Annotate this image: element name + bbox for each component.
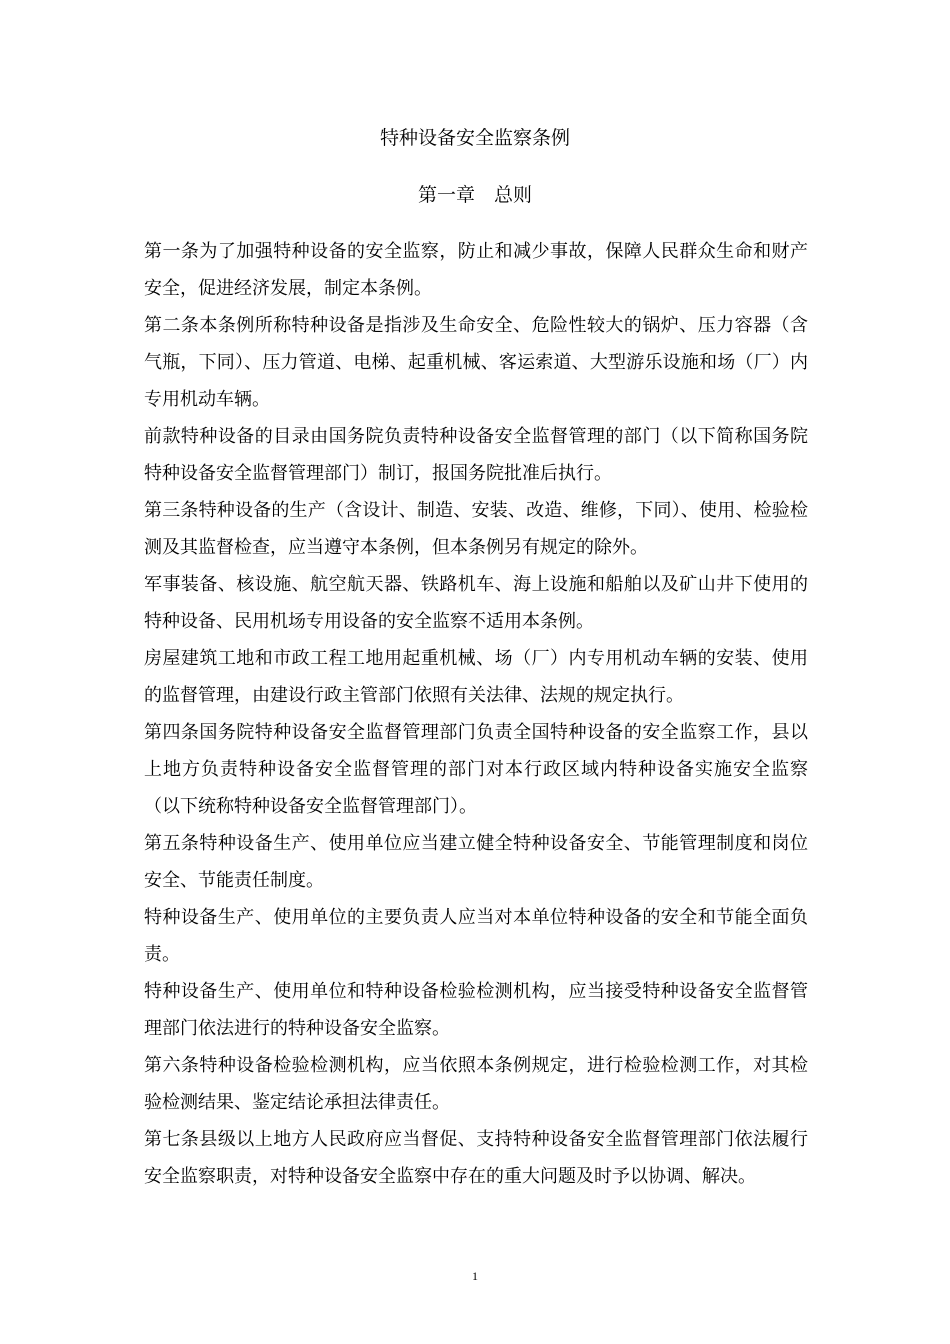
article-3-exclusion-paragraph: 军事装备、核设施、航空航天器、铁路机车、海上设施和船舶以及矿山井下使用的特种设备、民用机场专用设备的安全监察不适用本条例。 xyxy=(144,574,808,632)
article-1-paragraph: 第一条为了加强特种设备的安全监察，防止和减少事故，保障人民群众生命和财产安全，促进经济发展，制定本条例。 xyxy=(144,241,808,299)
article-4-paragraph: 第四条国务院特种设备安全监督管理部门负责全国特种设备的安全监察工作，县以上地方负责特种设备安全监督管理的部门对本行政区域内特种设备实施安全监察（以下统称特种设备安全监督管理部门）。 xyxy=(144,722,808,817)
chapter-heading: 第一章 总则 xyxy=(417,184,532,206)
article-3-construction-paragraph: 房屋建筑工地和市政工程工地用起重机械、场（厂）内专用机动车辆的安装、使用的监督管理，由建设行政主管部门依照有关法律、法规的规定执行。 xyxy=(144,648,808,706)
article-2-clause-paragraph: 前款特种设备的目录由国务院负责特种设备安全监督管理的部门（以下简称国务院特种设备安全监督管理部门）制订，报国务院批准后执行。 xyxy=(144,426,808,484)
article-2-paragraph: 第二条本条例所称特种设备是指涉及生命安全、危险性较大的锅炉、压力容器（含气瓶，下同）、压力管道、电梯、起重机械、客运索道、大型游乐设施和场（厂）内专用机动车辆。 xyxy=(144,315,808,410)
document-title: 特种设备安全监察条例 xyxy=(379,127,570,149)
article-5-responsibility-paragraph: 特种设备生产、使用单位的主要负责人应当对本单位特种设备的安全和节能全面负责。 xyxy=(144,907,808,965)
document-body xyxy=(144,233,808,1195)
article-7-paragraph: 第七条县级以上地方人民政府应当督促、支持特种设备安全监督管理部门依法履行安全监察职责，对特种设备安全监察中存在的重大问题及时予以协调、解决。 xyxy=(144,1129,808,1187)
article-5-supervision-paragraph: 特种设备生产、使用单位和特种设备检验检测机构，应当接受特种设备安全监督管理部门依法进行的特种设备安全监察。 xyxy=(144,981,808,1039)
article-3-paragraph: 第三条特种设备的生产（含设计、制造、安装、改造、维修，下同）、使用、检验检测及其监督检查，应当遵守本条例，但本条例另有规定的除外。 xyxy=(144,500,808,558)
page-number: 1 xyxy=(472,1269,478,1283)
article-6-paragraph: 第六条特种设备检验检测机构，应当依照本条例规定，进行检验检测工作，对其检验检测结果、鉴定结论承担法律责任。 xyxy=(144,1055,808,1113)
article-5-paragraph: 第五条特种设备生产、使用单位应当建立健全特种设备安全、节能管理制度和岗位安全、节能责任制度。 xyxy=(144,833,808,891)
